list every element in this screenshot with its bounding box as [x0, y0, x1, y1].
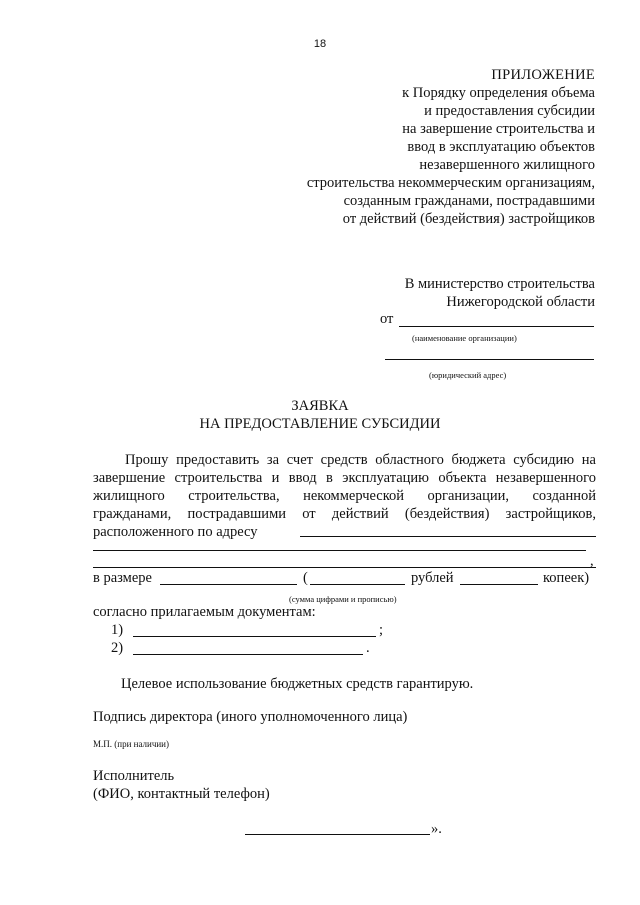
kopecks-field[interactable]: [460, 584, 538, 585]
addressee-line-2: Нижегородской области: [446, 294, 595, 310]
appendix-line: от действий (бездействия) застройщиков: [342, 211, 595, 227]
organization-caption: (наименование организации): [412, 333, 517, 343]
document-2-end: .: [366, 640, 370, 656]
amount-caption: (сумма цифрами и прописью): [289, 594, 397, 604]
appendix-block: [307, 66, 595, 228]
date-field[interactable]: [245, 834, 430, 835]
rubles-label: рублей: [411, 570, 454, 586]
kopecks-label: копеек): [543, 570, 590, 586]
from-label: от: [380, 311, 394, 327]
appendix-line: на завершение строительства и: [402, 121, 595, 137]
addressee-line-1: В министерство строительства: [404, 276, 595, 292]
document-1-number: 1): [111, 622, 124, 638]
address-caption: (юридический адрес): [429, 370, 507, 380]
documents-label: согласно прилагаемым документам:: [93, 604, 316, 620]
amount-open-paren: (: [303, 570, 308, 586]
signature-label: Подпись директора (иного уполномоченного лица): [93, 709, 408, 725]
address-field-3[interactable]: [93, 567, 596, 568]
document-2-number: 2): [111, 640, 124, 656]
executor-label: Исполнитель: [93, 768, 175, 784]
document-1-end: ;: [379, 622, 384, 638]
request-paragraph: [93, 451, 596, 541]
executor-contact: (ФИО, контактный телефон): [93, 786, 270, 802]
appendix-line: строительства некоммерческим организациям,: [306, 175, 595, 191]
appendix-line: и предоставления субсидии: [424, 103, 595, 119]
address-comma: ,: [590, 553, 594, 569]
title-line-2: НА ПРЕДОСТАВЛЕНИЕ СУБСИДИИ: [199, 416, 441, 432]
request-text: Прошу предоставить за счет средств областного бюджета субсидию на завершение строительства и ввод в эксплуатацию объекта незавершенного жилищного строительства, некоммерческой организации, созданной гражданами, пострадавшими от действий (бездействия) застройщиков, расположенного по адресу: [93, 452, 596, 540]
amount-field[interactable]: [160, 584, 297, 585]
organization-name-field[interactable]: [399, 326, 594, 327]
rubles-field[interactable]: [310, 584, 405, 585]
appendix-line: к Порядку определения объема: [402, 85, 595, 101]
addressee-block: [405, 275, 595, 311]
document-title: [0, 397, 640, 433]
stamp-label: М.П. (при наличии): [93, 739, 169, 749]
title-line-1: ЗАЯВКА: [291, 398, 349, 414]
document-2-field[interactable]: [133, 654, 363, 655]
address-field-1[interactable]: [300, 536, 596, 537]
guarantee-text: Целевое использование бюджетных средств гарантирую.: [121, 676, 474, 692]
document-1-field[interactable]: [133, 636, 376, 637]
appendix-line: незавершенного жилищного: [419, 157, 595, 173]
appendix-line: созданным гражданами, пострадавшими: [343, 193, 595, 209]
page-number: 18: [313, 38, 327, 50]
legal-address-field[interactable]: [385, 359, 594, 360]
date-end: ».: [431, 821, 442, 837]
address-field-2[interactable]: [93, 550, 586, 551]
appendix-title: ПРИЛОЖЕНИЕ: [491, 67, 595, 83]
appendix-line: ввод в эксплуатацию объектов: [407, 139, 595, 155]
amount-label: в размере: [93, 570, 152, 586]
